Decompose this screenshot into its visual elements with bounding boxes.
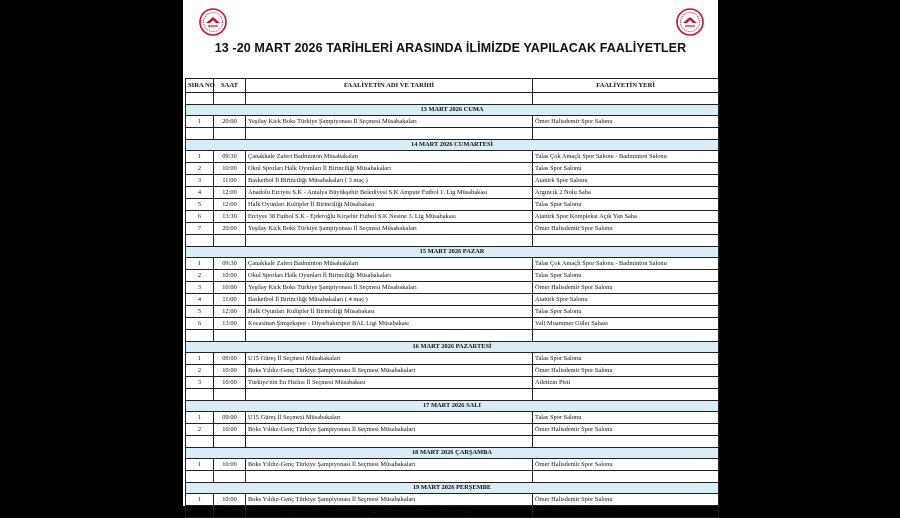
row-place: Atatürk Spor Kompleksi Açık Yan Saha xyxy=(533,211,719,223)
blank-cell xyxy=(186,436,214,448)
blank-cell xyxy=(533,330,719,342)
row-place: Ömer Halisdemir Spor Salonu xyxy=(533,424,719,436)
row-activity: Boks Yıldız-Genç Türkiye Şampiyonası İl Seçmesi Müsabakaları xyxy=(246,459,533,471)
table-row xyxy=(186,211,719,223)
blank-cell xyxy=(214,389,246,401)
day-label: 18 MART 2026 ÇARŞAMBA xyxy=(186,448,719,459)
row-number: 2 xyxy=(186,163,214,175)
table-row xyxy=(186,494,719,506)
row-activity: Yeşilay Kick Boks Türkiye Şampiyonası İl Seçmesi Müsabakaları xyxy=(246,282,533,294)
day-header-row xyxy=(186,342,719,353)
blank-cell xyxy=(246,93,533,105)
row-place: Ömer Halisdemir Spor Salonu xyxy=(533,494,719,506)
day-header-row xyxy=(186,247,719,258)
row-number: 2 xyxy=(186,270,214,282)
row-activity: Okul Sporları Halk Oyunları İl Birinciliği Müsabakaları xyxy=(246,270,533,282)
blank-cell xyxy=(186,389,214,401)
row-time: 11:00 xyxy=(214,175,246,187)
table-row xyxy=(186,459,719,471)
row-place: RHG Enertürk Enerji Stadyumu xyxy=(533,506,719,518)
header-place: FAALİYETİN YERİ xyxy=(533,79,719,93)
row-time: 13:30 xyxy=(214,211,246,223)
row-activity: Çanakkale Zaferi Badminton Müsabakaları xyxy=(246,151,533,163)
row-number: 6 xyxy=(186,211,214,223)
blank-cell xyxy=(246,128,533,140)
row-place: Talas Spor Salonu xyxy=(533,270,719,282)
row-time: 20:00 xyxy=(214,223,246,235)
row-time: 10:00 xyxy=(214,377,246,389)
row-place: Talas Spor Salonu xyxy=(533,353,719,365)
row-time: 09:00 xyxy=(214,412,246,424)
row-activity: Basketbol İl Birinciliği Müsabakaları ( 4 maç ) xyxy=(246,294,533,306)
row-number: 5 xyxy=(186,306,214,318)
activity-schedule-table xyxy=(185,78,719,518)
document-title: 13 -20 MART 2026 TARİHLERİ ARASINDA İLİMİZDE YAPILACAK FAALİYETLER xyxy=(214,41,687,55)
row-number: 4 xyxy=(186,187,214,199)
blank-cell xyxy=(214,471,246,483)
table-row xyxy=(186,163,719,175)
row-time: 10:00 xyxy=(214,282,246,294)
ministry-emblem-icon xyxy=(676,8,704,36)
table-row xyxy=(186,258,719,270)
blank-cell xyxy=(186,471,214,483)
table-row xyxy=(186,353,719,365)
day-label: 15 MART 2026 PAZAR xyxy=(186,247,719,258)
row-time: 13:00 xyxy=(214,318,246,330)
row-time: 10:00 xyxy=(214,494,246,506)
day-header-row xyxy=(186,401,719,412)
table-row xyxy=(186,365,719,377)
blank-cell xyxy=(533,436,719,448)
blank-row xyxy=(186,436,719,448)
day-header-row xyxy=(186,448,719,459)
row-activity: Kocasinan Şimşekspor - Diyarbakırspor BAL Ligi Müsabakası xyxy=(246,318,533,330)
day-label: 19 MART 2026 PERŞEMBE xyxy=(186,483,719,494)
row-time: 12:00 xyxy=(214,187,246,199)
blank-cell xyxy=(533,128,719,140)
row-place: Talas Çok Amaçlı Spor Salonu - Badminton Salonu xyxy=(533,151,719,163)
table-row xyxy=(186,151,719,163)
day-header-row xyxy=(186,140,719,151)
table-row xyxy=(186,282,719,294)
row-number: 1 xyxy=(186,494,214,506)
blank-cell xyxy=(533,235,719,247)
row-place: Vali Muammer Güler Sahası xyxy=(533,318,719,330)
row-number: 3 xyxy=(186,175,214,187)
table-row xyxy=(186,506,719,518)
row-place: Ömer Halisdemir Spor Salonu xyxy=(533,223,719,235)
row-number: 2 xyxy=(186,365,214,377)
blank-cell xyxy=(246,330,533,342)
table-row xyxy=(186,412,719,424)
blank-cell xyxy=(214,330,246,342)
row-time: 10:00 xyxy=(214,163,246,175)
table-row xyxy=(186,116,719,128)
blank-row xyxy=(186,235,719,247)
row-activity: U15 Güreş İl Seçmesi Müsabakaları xyxy=(246,412,533,424)
day-label: 17 MART 2026 SALI xyxy=(186,401,719,412)
row-number: 7 xyxy=(186,223,214,235)
row-number: 1 xyxy=(186,353,214,365)
table-header-row xyxy=(186,79,719,93)
header-time: SAAT xyxy=(214,79,246,93)
blank-cell xyxy=(214,436,246,448)
table-row xyxy=(186,270,719,282)
table-row xyxy=(186,175,719,187)
blank-cell xyxy=(186,128,214,140)
table-row xyxy=(186,424,719,436)
row-number: 3 xyxy=(186,377,214,389)
row-number: 2 xyxy=(186,506,214,518)
blank-row xyxy=(186,128,719,140)
row-time: 10:00 xyxy=(214,365,246,377)
row-place: Ömer Halisdemir Spor Salonu xyxy=(533,116,719,128)
row-place: Talas Spor Salonu xyxy=(533,412,719,424)
blank-cell xyxy=(214,235,246,247)
day-header-row xyxy=(186,483,719,494)
row-activity: Yeşilay Kick Boks Türkiye Şampiyonası İl Seçmesi Müsabakaları xyxy=(246,116,533,128)
row-activity: Halk Oyunları Kulüpler İl Birinciliği Müsabakası xyxy=(246,306,533,318)
row-place: Atatürk Spor Salonu xyxy=(533,175,719,187)
row-place: Ömer Halisdemir Spor Salonu xyxy=(533,365,719,377)
blank-row xyxy=(186,471,719,483)
row-time: 10:00 xyxy=(214,424,246,436)
blank-row xyxy=(186,93,719,105)
row-place: Argıncık 2 Nolu Saha xyxy=(533,187,719,199)
blank-cell xyxy=(533,389,719,401)
table-row xyxy=(186,377,719,389)
day-label: 13 MART 2026 CUMA xyxy=(186,105,719,116)
row-activity: Halk Oyunları Kulüpler İl Birinciliği Müsabakası xyxy=(246,199,533,211)
day-label: 14 MART 2026 CUMARTESİ xyxy=(186,140,719,151)
row-place: Talas Spor Salonu xyxy=(533,306,719,318)
row-time: 12:00 xyxy=(214,306,246,318)
blank-cell xyxy=(533,471,719,483)
row-place: Talas Spor Salonu xyxy=(533,199,719,211)
row-number: 1 xyxy=(186,116,214,128)
blank-cell xyxy=(186,330,214,342)
document-page xyxy=(183,0,718,515)
blank-cell xyxy=(214,128,246,140)
day-header-row xyxy=(186,105,719,116)
row-activity: Okul Sporları Halk Oyunları İl Birinciliği Müsabakaları xyxy=(246,163,533,175)
table-row xyxy=(186,199,719,211)
table-row xyxy=(186,187,719,199)
table-row xyxy=(186,318,719,330)
row-number: 2 xyxy=(186,424,214,436)
row-number: 5 xyxy=(186,199,214,211)
blank-cell xyxy=(214,93,246,105)
blank-cell xyxy=(246,471,533,483)
row-activity: Boks Yıldız-Genç Türkiye Şampiyonası İl Seçmesi Müsabakaları xyxy=(246,494,533,506)
row-place: Ömer Halisdemir Spor Salonu xyxy=(533,459,719,471)
blank-row xyxy=(186,389,719,401)
header-no: SIRA NO xyxy=(186,79,214,93)
row-place: Ömer Halisdemir Spor Salonu xyxy=(533,282,719,294)
blank-cell xyxy=(186,235,214,247)
row-number: 1 xyxy=(186,258,214,270)
blank-cell xyxy=(246,235,533,247)
row-activity: Erciyes 38 Futbol S.K - Ejderoğlu Kırşehir Futbol S.K Nesine 3. Lig Müsabakası xyxy=(246,211,533,223)
row-activity: Çanakkale Zaferi Badminton Müsabakaları xyxy=(246,258,533,270)
blank-row xyxy=(186,330,719,342)
row-place: Talas Çok Amaçlı Spor Salonu - Badminton Salonu xyxy=(533,258,719,270)
row-time: 16:00 xyxy=(214,506,246,518)
row-activity: Zecorner Kayserispor - Mısırlı.com.tr Fatih Karagümrük Trendyol Süper Lig Müsabakası xyxy=(246,506,533,518)
row-time: 09:30 xyxy=(214,151,246,163)
row-time: 09:30 xyxy=(214,258,246,270)
table-body xyxy=(186,93,719,518)
row-activity: Boks Yıldız-Genç Türkiye Şampiyonası İl Seçmesi Müsabakaları xyxy=(246,365,533,377)
row-time: 20:00 xyxy=(214,116,246,128)
row-number: 1 xyxy=(186,151,214,163)
table-row xyxy=(186,306,719,318)
row-place: Atletizm Pisti xyxy=(533,377,719,389)
blank-cell xyxy=(246,436,533,448)
row-number: 1 xyxy=(186,459,214,471)
day-label: 16 MART 2026 PAZARTESİ xyxy=(186,342,719,353)
row-time: 11:00 xyxy=(214,294,246,306)
row-place: Talas Spor Salonu xyxy=(533,163,719,175)
header-activity: FAALİYETİN ADI VE TARİHİ xyxy=(246,79,533,93)
row-time: 10:00 xyxy=(214,459,246,471)
row-place: Atatürk Spor Salonu xyxy=(533,294,719,306)
row-number: 6 xyxy=(186,318,214,330)
blank-cell xyxy=(533,93,719,105)
table-row xyxy=(186,294,719,306)
ministry-emblem-icon xyxy=(199,8,227,36)
row-activity: Yeşilay Kick Boks Türkiye Şampiyonası İl Seçmesi Müsabakaları xyxy=(246,223,533,235)
row-time: 12:00 xyxy=(214,199,246,211)
row-activity: Boks Yıldız-Genç Türkiye Şampiyonası İl Seçmesi Müsabakaları xyxy=(246,424,533,436)
row-number: 4 xyxy=(186,294,214,306)
blank-cell xyxy=(186,93,214,105)
table-row xyxy=(186,223,719,235)
row-number: 3 xyxy=(186,282,214,294)
row-activity: Türkiye'nin En Hızlısı İl Seçmesi Müsabakası xyxy=(246,377,533,389)
row-time: 10:00 xyxy=(214,270,246,282)
row-activity: Anadolu Erciyes S.K - Antalya Büyükşehir Belediyesi S.K Ampute Futbol 1. Lig Müsabakası xyxy=(246,187,533,199)
row-number: 1 xyxy=(186,412,214,424)
row-activity: Basketbol İl Birinciliği Müsabakaları ( 3 maç ) xyxy=(246,175,533,187)
row-activity: U15 Güreş İl Seçmesi Müsabakaları xyxy=(246,353,533,365)
row-time: 09:00 xyxy=(214,353,246,365)
blank-cell xyxy=(246,389,533,401)
